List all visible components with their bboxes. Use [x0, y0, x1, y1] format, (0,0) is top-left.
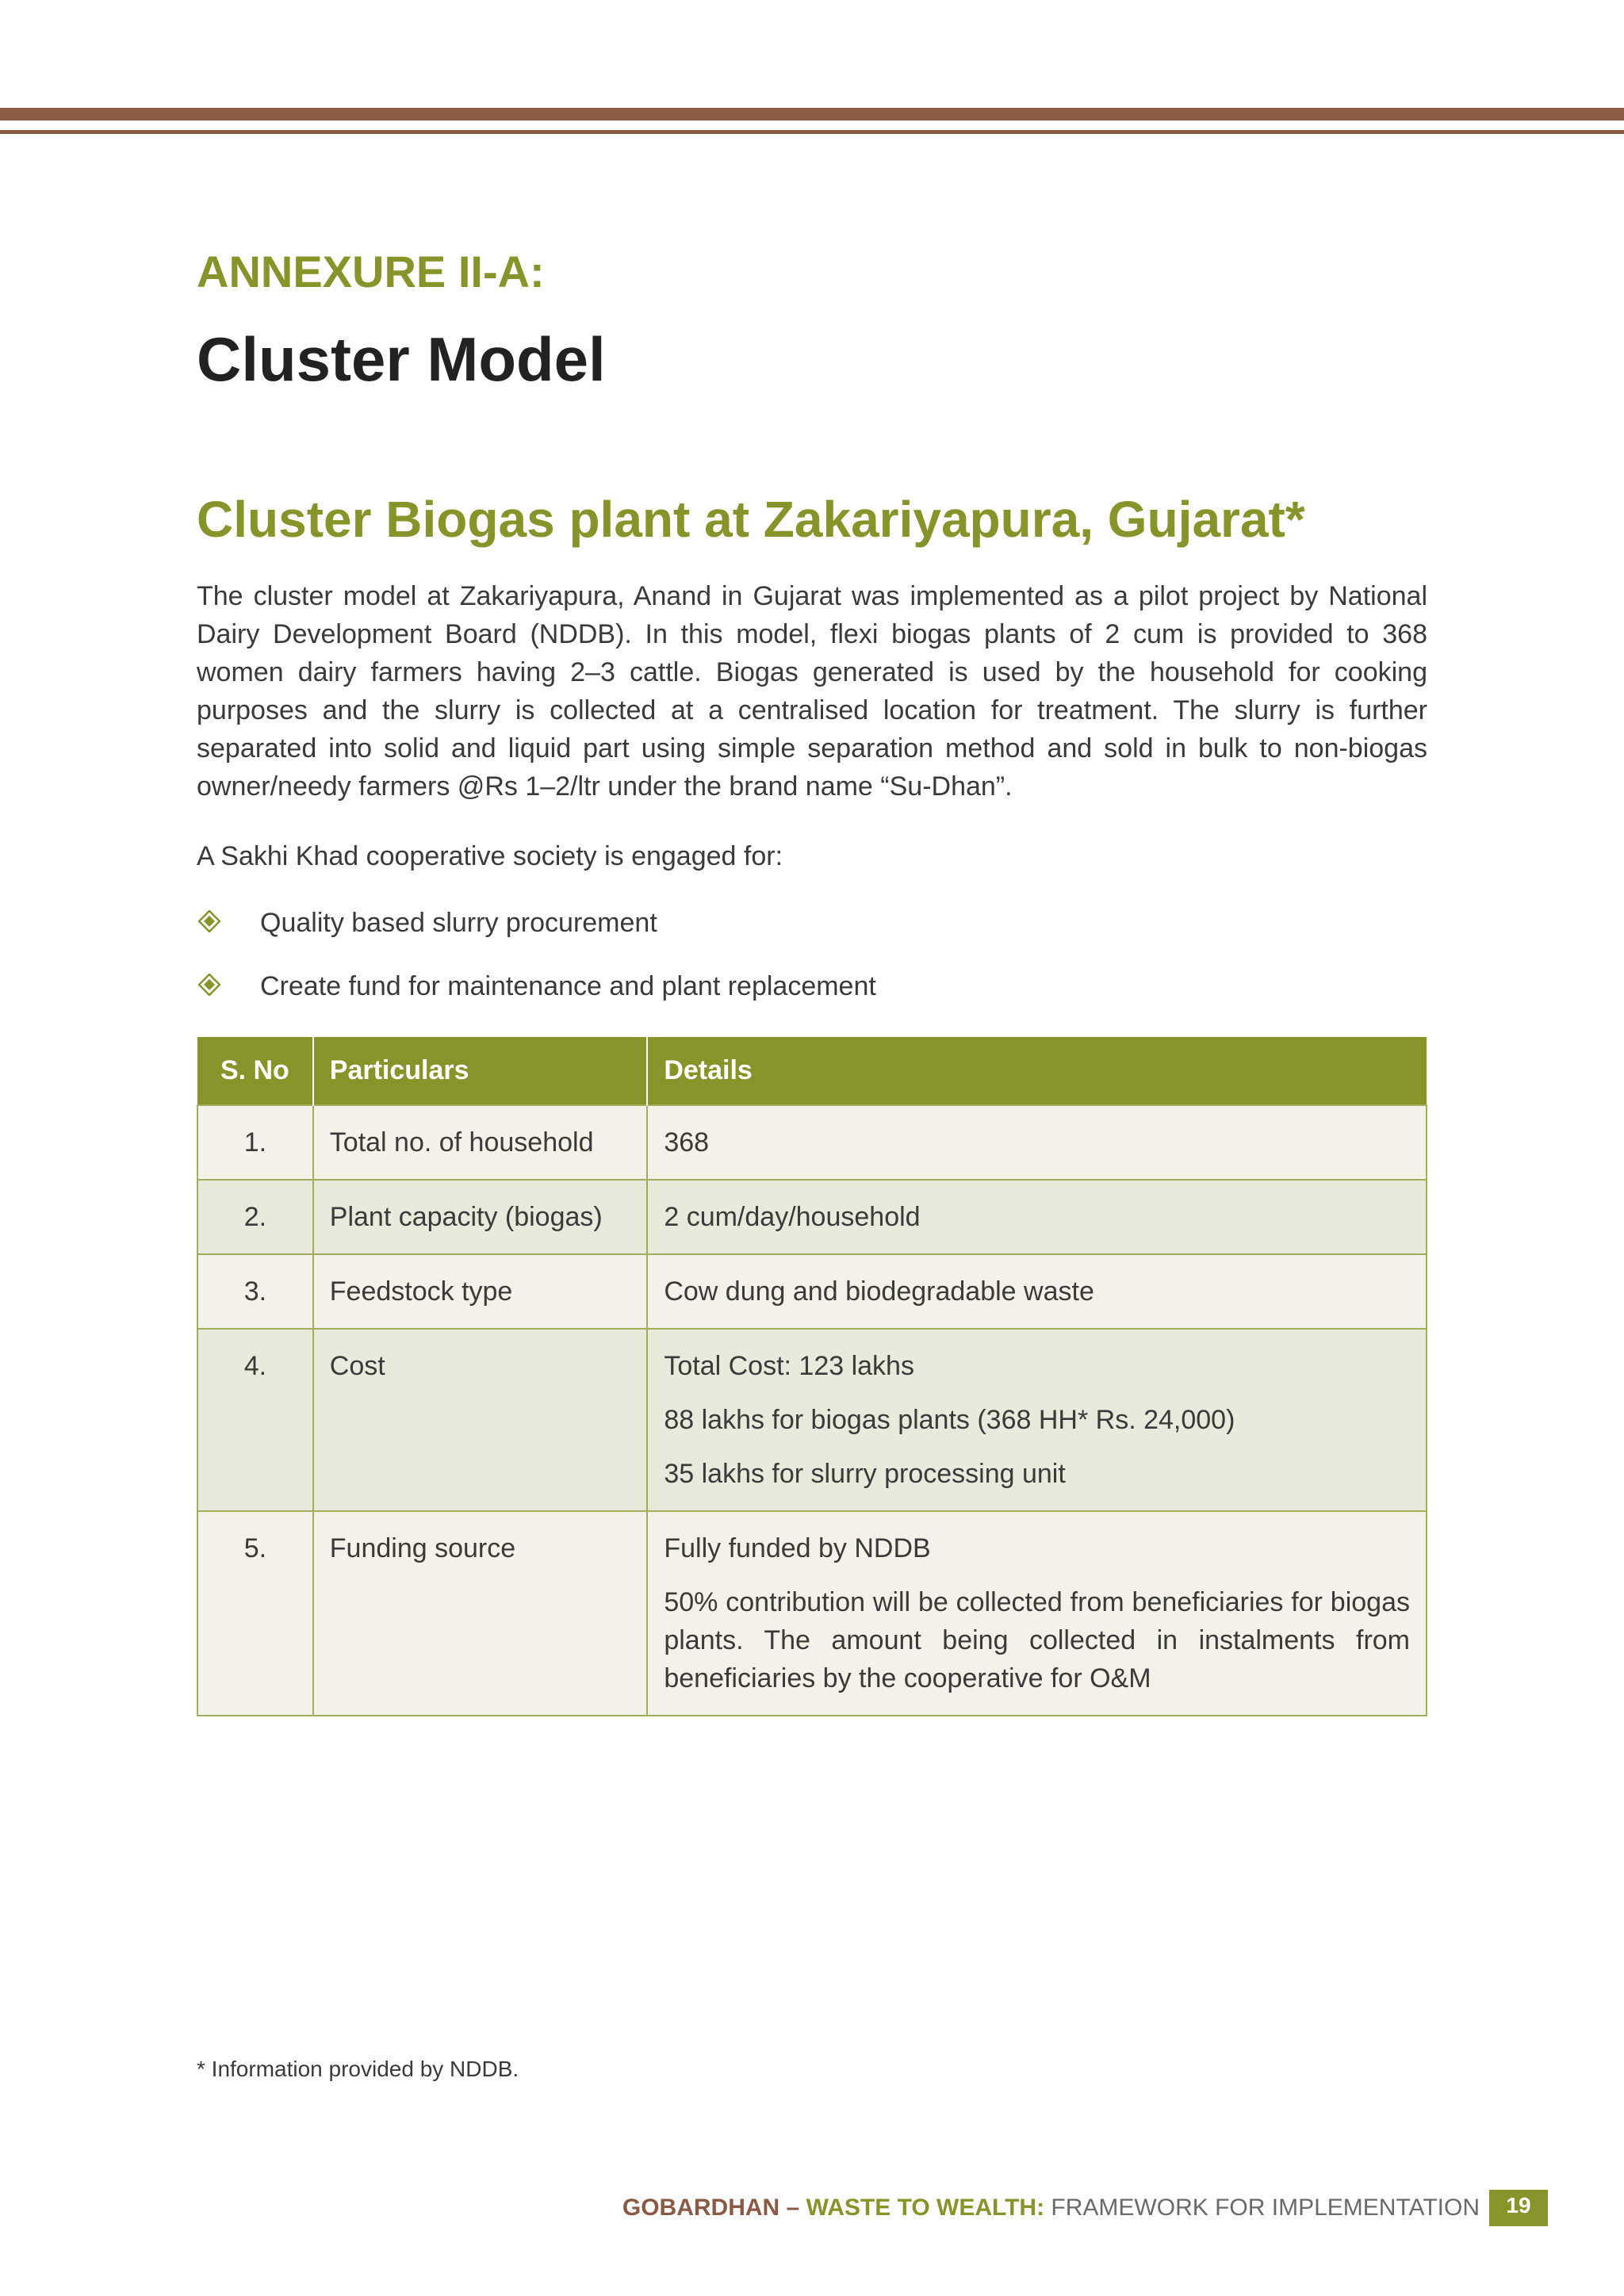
cell-sno: 4. — [197, 1329, 313, 1511]
detail-line: 50% contribution will be collected from beneficiaries for biogas plants. The amount being collected in instalments from beneficiaries by the cooperative for O&M — [664, 1587, 1410, 1693]
footer-tagline: WASTE TO WEALTH: — [806, 2195, 1045, 2221]
table-row — [197, 1329, 1427, 1511]
header-rule-thin — [0, 130, 1624, 134]
table-row — [197, 1105, 1427, 1180]
detail-line: Total Cost: 123 lakhs — [664, 1351, 914, 1381]
footer-text — [622, 2195, 1480, 2221]
bullet-text: Quality based slurry procurement — [260, 908, 657, 938]
footer-subtitle: FRAMEWORK FOR IMPLEMENTATION — [1044, 2195, 1480, 2221]
cell-sno: 3. — [197, 1254, 313, 1329]
cell-particulars: Funding source — [313, 1511, 648, 1716]
cell-details — [647, 1180, 1427, 1254]
header-rule-thick — [0, 108, 1624, 121]
detail-line: Cow dung and biodegradable waste — [664, 1276, 1094, 1307]
cell-particulars: Total no. of household — [313, 1105, 648, 1180]
page-number: 19 — [1489, 2190, 1548, 2226]
detail-line: Fully funded by NDDB — [664, 1533, 931, 1563]
page-title: Cluster Model — [197, 324, 606, 394]
table-row — [197, 1180, 1427, 1254]
cell-details — [647, 1511, 1427, 1716]
engaged-text: A Sakhi Khad cooperative society is engaged for: — [197, 841, 783, 871]
table-row — [197, 1254, 1427, 1329]
cell-sno: 1. — [197, 1105, 313, 1180]
page-footer — [0, 2190, 1624, 2226]
cell-details — [647, 1105, 1427, 1180]
cell-sno: 5. — [197, 1511, 313, 1716]
footer-brand: GOBARDHAN – — [622, 2195, 806, 2221]
diamond-bullet-icon — [198, 910, 220, 932]
section-title: Cluster Biogas plant at Zakariyapura, Gujarat* — [197, 491, 1305, 548]
table-header-row — [197, 1037, 1427, 1105]
cell-details — [647, 1329, 1427, 1511]
bullet-text: Create fund for maintenance and plant replacement — [260, 971, 876, 1001]
cell-sno: 2. — [197, 1180, 313, 1254]
cell-details — [647, 1254, 1427, 1329]
table-row — [197, 1511, 1427, 1716]
intro-paragraph: The cluster model at Zakariyapura, Anand in Gujarat was implemented as a pilot project by National Dairy Development Board (NDDB). In this model, flexi biogas plants of 2 cum is provided to 368 women dairy farmers having 2–3 cattle. Biogas generated is used by the household for cooking purposes and the slurry is collected at a centralised location for treatment. The slurry is further separated into solid and liquid part using simple separation method and sold in bulk to non-biogas owner/needy farmers @Rs 1–2/ltr under the brand name “Su-Dhan”. — [197, 581, 1427, 802]
cell-particulars: Feedstock type — [313, 1254, 648, 1329]
diamond-bullet-icon — [198, 974, 220, 996]
detail-line: 2 cum/day/household — [664, 1202, 921, 1232]
header-particulars: Particulars — [313, 1037, 648, 1105]
footnote: * Information provided by NDDB. — [197, 2057, 519, 2081]
cell-particulars: Cost — [313, 1329, 648, 1511]
header-sno: S. No — [197, 1037, 313, 1105]
header-details: Details — [647, 1037, 1427, 1105]
detail-line: 35 lakhs for slurry processing unit — [664, 1459, 1066, 1489]
detail-line: 368 — [664, 1127, 710, 1158]
cell-particulars: Plant capacity (biogas) — [313, 1180, 648, 1254]
annex-label: ANNEXURE II-A: — [197, 247, 545, 297]
cluster-details-table — [197, 1037, 1427, 1716]
detail-line: 88 lakhs for biogas plants (368 HH* Rs. 24,000) — [664, 1405, 1235, 1435]
